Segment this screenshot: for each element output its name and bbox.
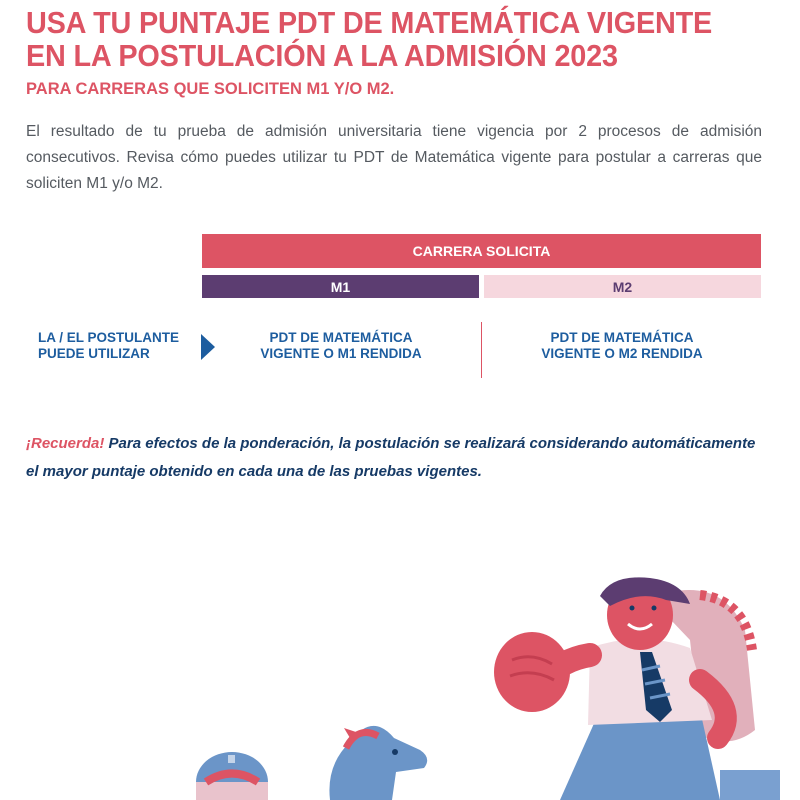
column-divider <box>481 322 482 378</box>
m2-option-line-2: VIGENTE O M2 RENDIDA <box>541 346 703 361</box>
reminder-text: Para efectos de la ponderación, la postulación se realizará considerando automáticamente el mayor puntaje obtenido en cada una de las pruebas vigentes. <box>26 435 756 480</box>
page-title <box>26 6 733 72</box>
m1-option-line-2: VIGENTE O M1 RENDIDA <box>260 346 422 361</box>
m2-column-header: M2 <box>484 275 761 298</box>
row-label-line-2: PUEDE UTILIZAR <box>38 346 150 361</box>
reminder-note <box>26 430 766 486</box>
carrera-solicita-header: CARRERA SOLICITA <box>202 234 761 268</box>
student-figure <box>494 577 780 800</box>
hat-illustration <box>196 752 268 800</box>
reminder-lead: ¡Recuerda! <box>26 435 105 452</box>
title-line-1: USA TU PUNTAJE PDT DE MATEMÁTICA VIGENTE <box>26 5 713 40</box>
m1-option-line-1: PDT DE MATEMÁTICA <box>269 330 413 345</box>
page-subtitle: PARA CARRERAS QUE SOLICITEN M1 Y/O M2. <box>26 80 395 98</box>
m1-column-header: M1 <box>202 275 479 298</box>
student-illustration <box>0 560 800 800</box>
title-line-2: EN LA POSTULACIÓN A LA ADMISIÓN 2023 <box>26 38 618 73</box>
row-label <box>38 330 198 362</box>
intro-paragraph: El resultado de tu prueba de admisión universitaria tiene vigencia por 2 procesos de admisión consecutivos. Revisa cómo puedes utilizar tu PDT de Matemática vigente para postular a carreras que soliciten M1 y/o M2. <box>26 123 762 192</box>
arrow-right-icon <box>201 334 215 360</box>
dog-illustration <box>329 726 427 800</box>
m2-option-line-1: PDT DE MATEMÁTICA <box>550 330 694 345</box>
m2-option-cell <box>512 330 732 362</box>
m1-option-cell <box>232 330 450 362</box>
row-label-line-1: LA / EL POSTULANTE <box>38 330 180 345</box>
